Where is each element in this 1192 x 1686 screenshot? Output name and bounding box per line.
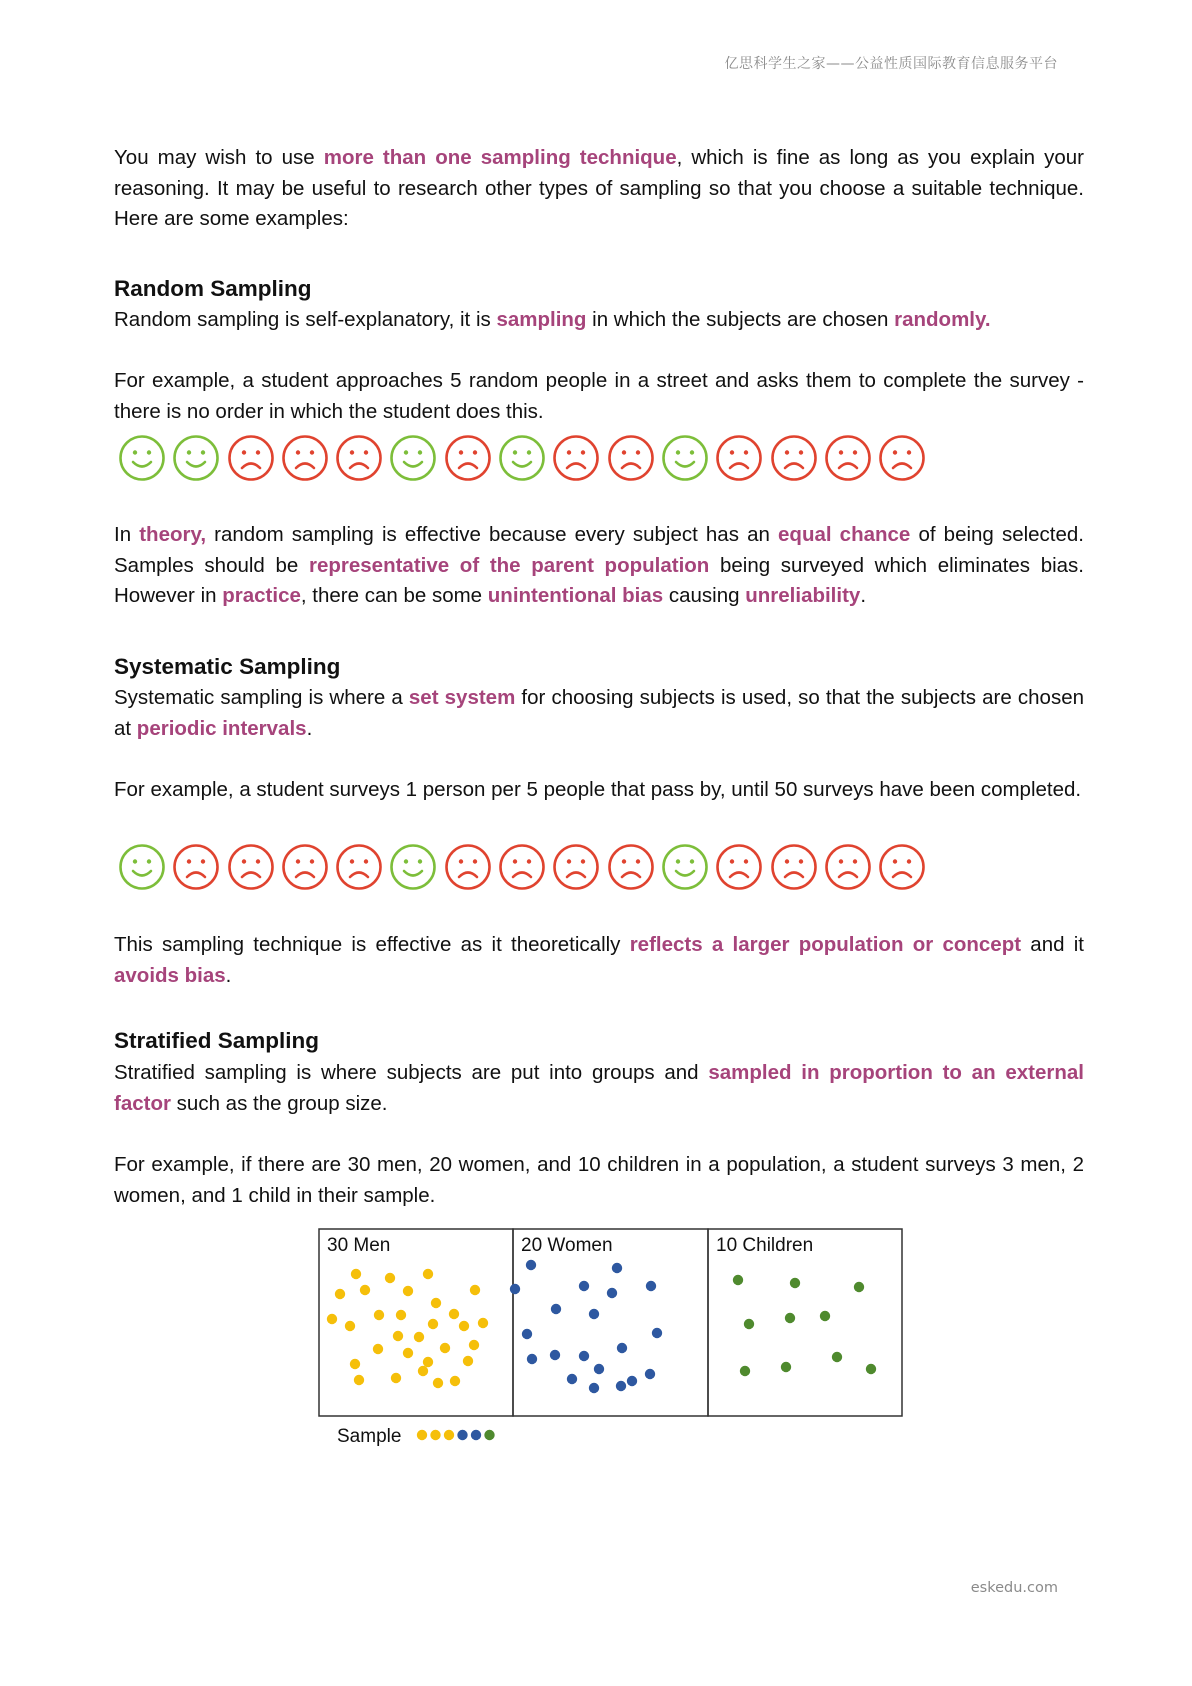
women-dot	[607, 1288, 617, 1298]
men-dot	[391, 1373, 401, 1383]
women-dot	[646, 1281, 656, 1291]
text: , which is fine as long as you explain your reasoning. It may be useful to research other types of sampling so that you choose a suitable technique. Here are some examples:	[114, 146, 1084, 230]
group-label-women: 20 Women	[521, 1235, 613, 1256]
women-dot	[522, 1329, 532, 1339]
sad-face-icon	[824, 843, 872, 891]
group-label-children: 10 Children	[716, 1235, 814, 1256]
women-dot	[652, 1328, 662, 1338]
happy-face-icon	[172, 434, 220, 482]
men-dot	[470, 1285, 480, 1295]
men-dot	[440, 1343, 450, 1353]
sad-face-icon	[770, 434, 818, 482]
group-box-women	[513, 1229, 708, 1416]
systematic-evaluation	[114, 930, 1084, 991]
page-header: 亿思科学生之家——公益性质国际教育信息服务平台	[724, 56, 1058, 72]
children-dot	[781, 1362, 791, 1372]
men-dot	[373, 1344, 383, 1354]
text: Random sampling is self-explanatory, it is	[114, 308, 497, 331]
sad-face-icon	[335, 843, 383, 891]
highlight: representative of the parent population	[308, 553, 710, 577]
sad-face-icon	[498, 843, 546, 891]
men-dot	[463, 1356, 473, 1366]
systematic-definition	[114, 683, 1084, 744]
women-dot	[645, 1369, 655, 1379]
dots-layer	[327, 1260, 876, 1440]
men-dot	[350, 1359, 360, 1369]
sad-face-icon	[715, 843, 763, 891]
children-dot	[733, 1275, 743, 1285]
text: You may wish to use	[114, 146, 324, 169]
text: causing	[663, 584, 746, 607]
text: random sampling is effective because every subject has an	[206, 523, 779, 546]
women-dot	[550, 1350, 560, 1360]
highlight: set system	[408, 686, 516, 709]
sad-face-icon	[607, 843, 655, 891]
text: .	[225, 963, 232, 987]
women-dot	[551, 1304, 561, 1314]
women-dot	[612, 1263, 622, 1273]
random-sampling-heading: Random Sampling	[114, 276, 312, 301]
intro-paragraph	[114, 143, 1084, 235]
sample-dot	[417, 1430, 427, 1440]
text: This sampling technique is effective as it theoretically	[114, 933, 630, 956]
women-dot	[579, 1281, 589, 1291]
sad-face-icon	[552, 843, 600, 891]
women-dot	[526, 1260, 536, 1270]
sad-face-icon	[281, 843, 329, 891]
sad-face-icon	[715, 434, 763, 482]
sad-face-icon	[878, 843, 926, 891]
stratified-diagram	[318, 1228, 904, 1458]
men-dot	[428, 1319, 438, 1329]
systematic-example: For example, a student surveys 1 person per 5 people that pass by, until 50 surveys have been completed.	[114, 778, 1082, 801]
men-dot	[396, 1310, 406, 1320]
sad-face-icon	[878, 434, 926, 482]
highlight: unreliability	[745, 584, 861, 607]
highlight: theory,	[139, 523, 207, 546]
highlight: periodic intervals	[136, 716, 307, 740]
men-dot	[327, 1314, 337, 1324]
children-dot	[866, 1364, 876, 1374]
text: , there can be some	[300, 584, 488, 607]
sample-dot	[484, 1430, 494, 1440]
sample-dot	[457, 1430, 467, 1440]
men-dot	[393, 1331, 403, 1341]
text: in which the subjects are chosen	[586, 308, 895, 331]
text: of being selected. Samples should be	[114, 523, 1084, 577]
sad-face-icon	[607, 434, 655, 482]
sad-face-icon	[227, 434, 275, 482]
sad-face-icon	[770, 843, 818, 891]
men-dot	[403, 1286, 413, 1296]
women-dot	[579, 1351, 589, 1361]
text: and it	[1021, 933, 1084, 956]
text: .	[306, 716, 313, 740]
random-example: For example, a student approaches 5 random people in a street and asks them to complete the survey - there is no order in which the student does this.	[114, 369, 1084, 423]
women-dot	[527, 1354, 537, 1364]
highlight: sampled in proportion to an external factor	[114, 1061, 1084, 1115]
children-dot	[744, 1319, 754, 1329]
women-dot	[589, 1309, 599, 1319]
happy-face-icon	[661, 434, 709, 482]
text: In	[114, 523, 140, 546]
stratified-definition	[114, 1058, 1084, 1119]
men-dot	[423, 1269, 433, 1279]
systematic-sampling-heading: Systematic Sampling	[114, 654, 341, 679]
highlight: avoids bias	[114, 963, 226, 987]
women-dot	[616, 1381, 626, 1391]
men-dot	[431, 1298, 441, 1308]
men-dot	[423, 1357, 433, 1367]
men-dot	[351, 1269, 361, 1279]
men-dot	[433, 1378, 443, 1388]
stratified-sampling-heading: Stratified Sampling	[114, 1028, 320, 1053]
men-dot	[335, 1289, 345, 1299]
sample-dot	[471, 1430, 481, 1440]
highlight: more than one sampling technique	[323, 146, 677, 169]
highlight: practice	[222, 584, 301, 607]
sample-label: Sample	[337, 1426, 402, 1447]
page-footer: eskedu.com	[970, 1580, 1058, 1596]
text: Systematic sampling is where a	[114, 686, 409, 709]
children-dot	[790, 1278, 800, 1288]
children-dot	[740, 1366, 750, 1376]
happy-face-icon	[389, 434, 437, 482]
highlight: equal chance	[778, 523, 911, 546]
women-dot	[594, 1364, 604, 1374]
sad-face-icon	[552, 434, 600, 482]
men-dot	[403, 1348, 413, 1358]
highlight: unintentional bias	[487, 584, 664, 607]
women-dot	[617, 1343, 627, 1353]
random-faces-row	[118, 434, 926, 482]
group-box-children	[708, 1229, 902, 1416]
group-label-men: 30 Men	[327, 1235, 391, 1256]
sad-face-icon	[824, 434, 872, 482]
sample-dot	[444, 1430, 454, 1440]
systematic-faces-row	[118, 843, 926, 891]
men-dot	[345, 1321, 355, 1331]
sad-face-icon	[335, 434, 383, 482]
men-dot	[459, 1321, 469, 1331]
children-dot	[854, 1282, 864, 1292]
children-dot	[832, 1352, 842, 1362]
happy-face-icon	[118, 843, 166, 891]
men-dot	[414, 1332, 424, 1342]
sad-face-icon	[227, 843, 275, 891]
highlight: reflects a larger population or concept	[629, 933, 1022, 956]
happy-face-icon	[661, 843, 709, 891]
sad-face-icon	[281, 434, 329, 482]
men-dot	[374, 1310, 384, 1320]
happy-face-icon	[498, 434, 546, 482]
highlight: sampling	[496, 308, 587, 331]
men-dot	[360, 1285, 370, 1295]
stratified-example: For example, if there are 30 men, 20 women, and 10 children in a population, a student surveys 3 men, 2 women, and 1 child in their sample.	[114, 1153, 1084, 1207]
men-dot	[418, 1366, 428, 1376]
men-dot	[385, 1273, 395, 1283]
women-dot	[627, 1376, 637, 1386]
happy-face-icon	[389, 843, 437, 891]
highlight: randomly.	[894, 308, 991, 331]
text: .	[860, 584, 867, 607]
sad-face-icon	[444, 434, 492, 482]
sad-face-icon	[172, 843, 220, 891]
random-evaluation	[114, 520, 1084, 612]
children-dot	[785, 1313, 795, 1323]
text: such as the group size.	[170, 1091, 388, 1115]
men-dot	[449, 1309, 459, 1319]
text: for choosing subjects is used, so that the subjects are chosen at	[114, 686, 1084, 740]
women-dot	[589, 1383, 599, 1393]
children-dot	[820, 1311, 830, 1321]
sad-face-icon	[444, 843, 492, 891]
men-dot	[354, 1375, 364, 1385]
text: being surveyed which eliminates bias. However in	[114, 553, 1084, 607]
women-dot	[567, 1374, 577, 1384]
sample-dot	[430, 1430, 440, 1440]
men-dot	[469, 1340, 479, 1350]
text: Stratified sampling is where subjects are put into groups and	[114, 1061, 709, 1084]
men-dot	[478, 1318, 488, 1328]
random-definition	[114, 305, 1084, 336]
happy-face-icon	[118, 434, 166, 482]
men-dot	[450, 1376, 460, 1386]
women-dot	[510, 1284, 520, 1294]
